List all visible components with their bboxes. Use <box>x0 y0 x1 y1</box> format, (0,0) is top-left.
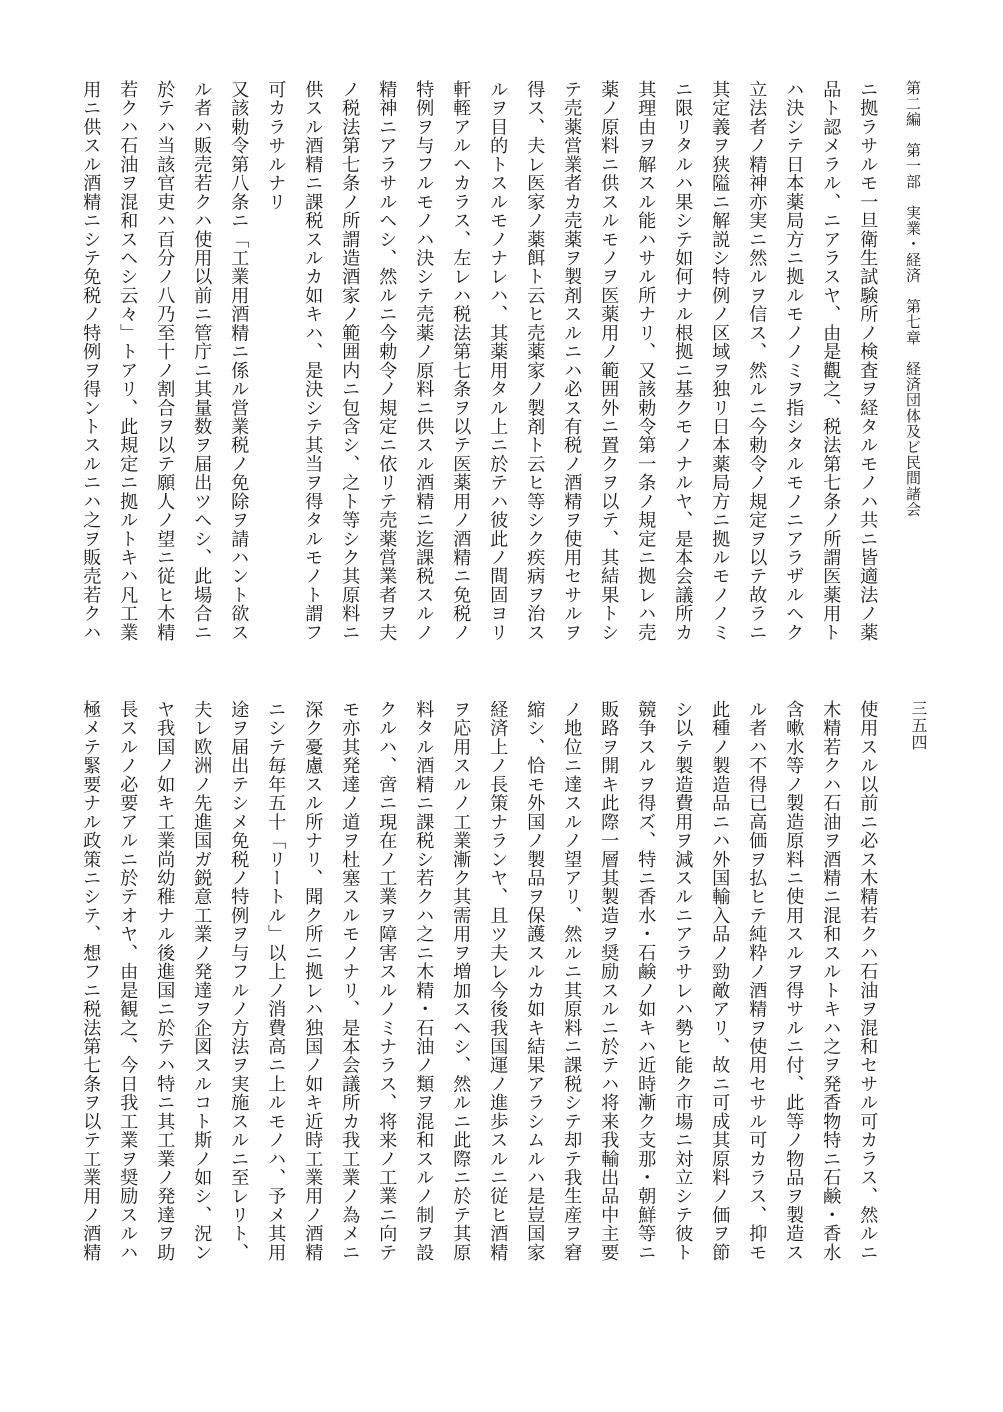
text-line: ヲ応用スルノ工業漸ク其需用ヲ増加スヘシ、然ルニ此際ニ於テ其原 <box>450 700 472 1262</box>
text-line: ル者ハ販売若クハ使用以前ニ管庁ニ其量数ヲ届出ツヘシ、此場合ニ <box>191 80 213 642</box>
text-line: 又該勅令第八条ニ「工業用酒精ニ係ル営業税ノ免除ヲ請ハント欲ス <box>228 80 250 642</box>
text-line: 夫レ欧洲ノ先進国ガ鋭意工業ノ発達ヲ企図スルコト斯ノ如シ、況ン <box>191 700 213 1262</box>
text-line: 立法者ノ精神亦実ニ然ルヲ信ス、然ルニ今勅令ノ規定ヲ以テ故ラニ <box>746 80 768 642</box>
text-line: 於テハ当該官吏ハ百分ノ八乃至十ノ割合ヲ以テ願人ノ望ニ従ヒ木精 <box>154 80 176 642</box>
text-line: ル者ハ不得已高価ヲ払ヒテ純粋ノ酒精ヲ使用セサル可カラス、抑モ <box>746 700 768 1262</box>
text-line: 経済上ノ長策ナランヤ、且ツ夫レ今後我国運ノ進歩スルニ従ヒ酒精 <box>487 700 509 1262</box>
text-line: 用ニ供スル酒精ニシテ免税ノ特例ヲ得ントスルニハ之ヲ販売若クハ <box>80 80 102 642</box>
text-line: ハ決シテ日本薬局方ニ拠ルモノノミヲ指シタルモノニアラザルヘク <box>783 80 805 642</box>
text-line: 極メテ緊要ナル政策ニシテ、想フニ税法第七条ヲ以テ工業用ノ酒精 <box>80 700 102 1262</box>
text-line: 若クハ石油ヲ混和スヘシ云々」トアリ、此規定ニ拠ルトキハ凡工業 <box>117 80 139 642</box>
text-line: 其定義ヲ狭隘ニ解説シ特例ノ区域ヲ独リ日本薬局方ニ拠ルモノノミ <box>709 80 731 642</box>
text-line: 競争スルヲ得ズ、特ニ香水・石鹸ノ如キハ近時漸ク支那・朝鮮等ニ <box>635 700 657 1262</box>
text-line: ノ税法第七条ノ所謂造酒家ノ範囲内ニ包含シ、之ト等シク其原料ニ <box>339 80 361 642</box>
text-line: 縮シ、恰モ外国ノ製品ヲ保護スルカ如キ結果アラシムルハ是豈国家 <box>524 700 546 1262</box>
page-number: 三五四 <box>909 700 928 751</box>
running-header: 第二編 第一部 実業・経済 第七章 経済団体及ビ民間諸会 <box>904 80 922 517</box>
text-line: ノ地位ニ達スルノ望アリ、然ルニ其原料ニ課税シテ却テ我生産ヲ窘 <box>561 700 583 1262</box>
text-line: 深ク憂慮スル所ナリ、聞ク所ニ拠レハ独国ノ如キ近時工業用ノ酒精 <box>302 700 324 1262</box>
text-line: 特例ヲ与フルモノハ決シテ売薬ノ原料ニ供スル酒精ニ迄課税スルノ <box>413 80 435 642</box>
text-line: 品ト認メラル、ニアラスヤ、由是觀之、税法第七条ノ所謂医薬用ト <box>820 80 842 642</box>
text-line: 途ヲ届出テシメ免税ノ特例ヲ与フルノ方法ヲ実施スルニ至レリト、 <box>228 700 250 1262</box>
text-line: ニシテ毎年五十「リートル」以上ノ消費高ニ上ルモノハ、予メ其用 <box>265 700 287 1262</box>
text-line: 木精若クハ石油ヲ酒精ニ混和スルトキハ之ヲ発香物特ニ石鹸・香水 <box>820 700 842 1262</box>
text-line: 軒輊アルヘカラス、左レハ税法第七条ヲ以テ医薬用ノ酒精ニ免税ノ <box>450 80 472 642</box>
text-line: 料タル酒精ニ課税シ若クハ之ニ木精・石油ノ類ヲ混和スルノ制ヲ設 <box>413 700 435 1262</box>
text-line: 含嗽水等ノ製造原料ニ使用スルヲ得サルニ付、此等ノ物品ヲ製造ス <box>783 700 805 1262</box>
text-line: テ売薬営業者カ売薬ヲ製剤スルニハ必ス有税ノ酒精ヲ使用セサルヲ <box>561 80 583 642</box>
text-line: 其理由ヲ解スル能ハサル所ナリ、又該勅令第一条ノ規定ニ拠レハ売 <box>635 80 657 642</box>
text-line: モ亦其発達ノ道ヲ杜塞スルモノナリ、是本会議所カ我工業ノ為メニ <box>339 700 361 1262</box>
text-line: 使用スル以前ニ必ス木精若クハ石油ヲ混和セサル可カラス、然ルニ <box>857 700 879 1262</box>
text-line: クルハ、啻ニ現在ノ工業ヲ障害スルノミナラス、将来ノ工業ニ向テ <box>376 700 398 1262</box>
text-line: 薬ノ原料ニ供スルモノヲ医薬用ノ範囲外ニ置クヲ以テ、其結果トシ <box>598 80 620 642</box>
text-line: 長スルノ必要アルニ於テオヤ、由是観之、今日我工業ヲ奨励スルハ <box>117 700 139 1262</box>
text-line: 得ス、夫レ医家ノ薬餌ト云ヒ売薬家ノ製剤ト云ヒ等シク疾病ヲ治ス <box>524 80 546 642</box>
text-line: ルヲ目的トスルモノナレハ、其薬用タル上ニ於テハ彼此ノ間固ヨリ <box>487 80 509 642</box>
text-line: 供スル酒精ニ課税スルカ如キハ、是決シテ其当ヲ得タルモノト謂フ <box>302 80 324 642</box>
text-line: ニ拠ラサルモ一旦衛生試験所ノ検査ヲ経タルモノハ共ニ皆適法ノ薬 <box>857 80 879 642</box>
text-line: シ以テ製造費用ヲ減スルニアラサレハ勢ヒ能ク市場ニ対立シテ彼ト <box>672 700 694 1262</box>
text-line: 可カラサルナリ <box>265 80 287 212</box>
text-line: ヤ我国ノ如キ工業尚幼稚ナル後進国ニ於テハ特ニ其工業ノ発達ヲ助 <box>154 700 176 1262</box>
text-line: 販路ヲ開キ此際一層其製造ヲ奨励スルニ於テハ将来我輸出品中主要 <box>598 700 620 1262</box>
text-line: 此種ノ製造品ニハ外国輸入品ノ勁敵アリ、故ニ可成其原料ノ価ヲ節 <box>709 700 731 1262</box>
text-line: ニ限リタルハ果シテ如何ナル根拠ニ基クモノナルヤ、是本会議所カ <box>672 80 694 642</box>
text-line: 精神ニアラサルヘシ、然ルニ今勅令ノ規定ニ依リテ売薬営業者ヲ夫 <box>376 80 398 642</box>
